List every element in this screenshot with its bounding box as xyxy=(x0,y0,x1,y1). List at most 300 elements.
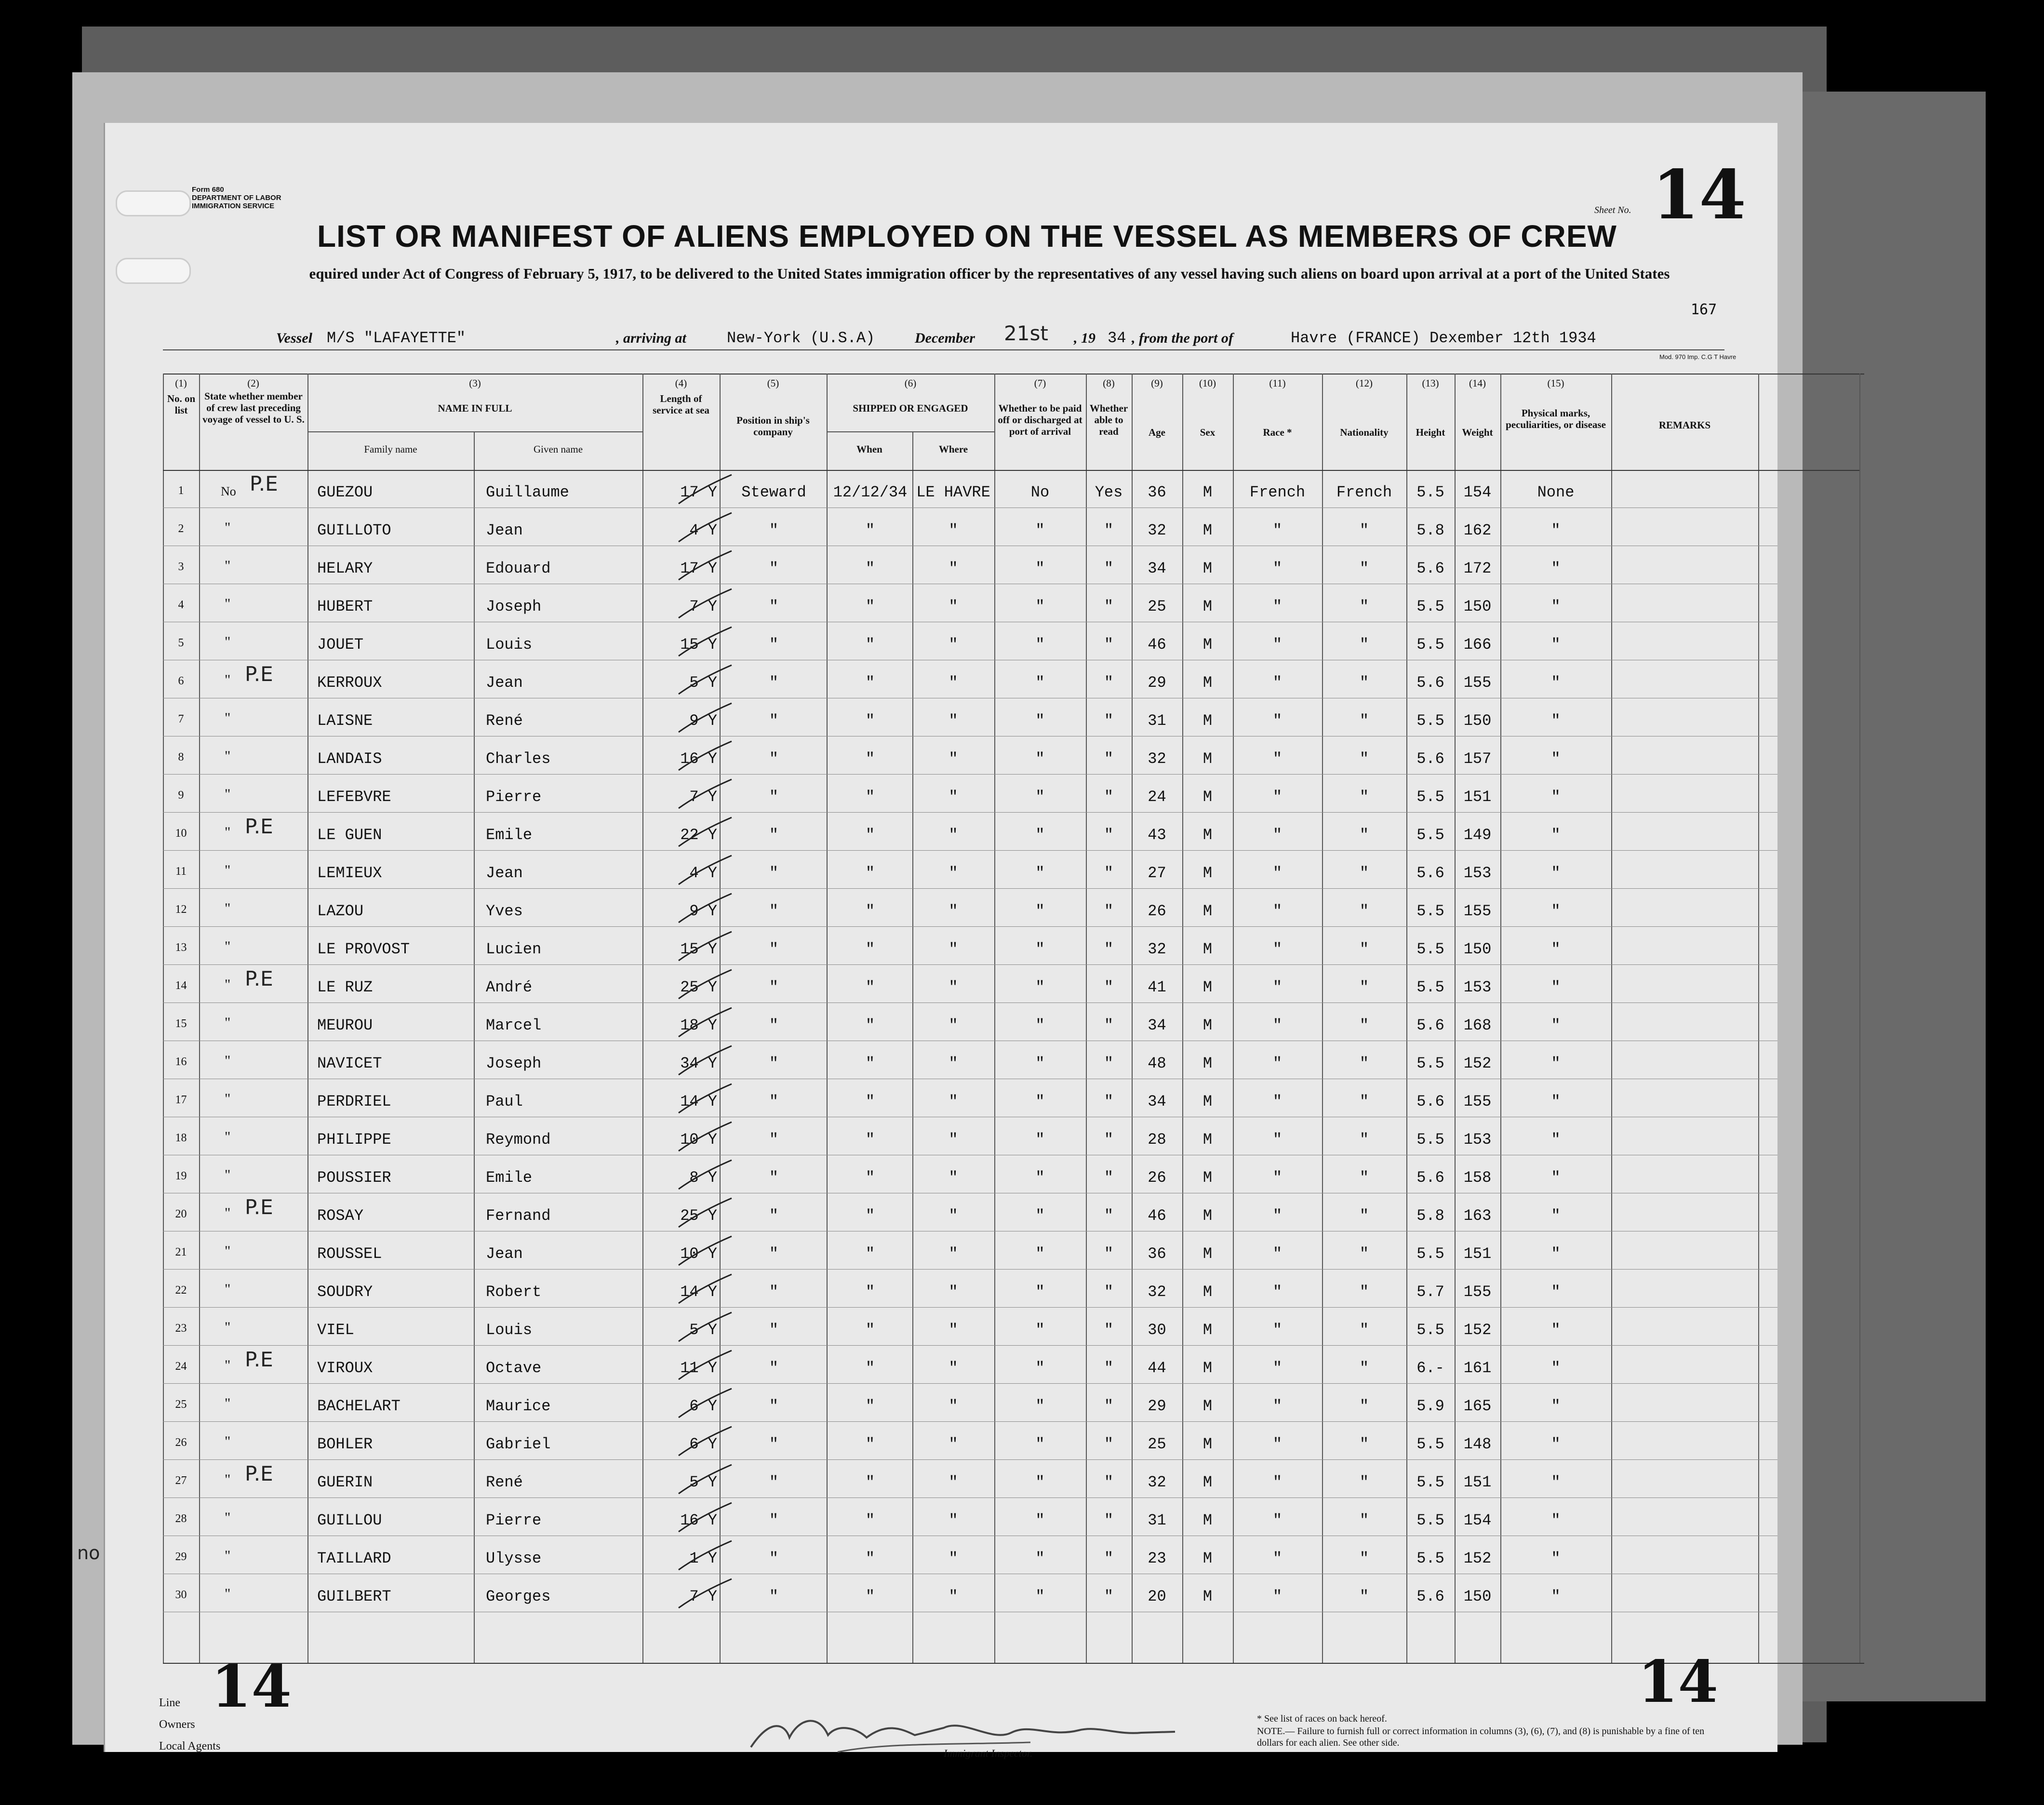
col-num: (12) xyxy=(1356,377,1373,389)
row-race-ditto: " xyxy=(1272,750,1283,768)
row-race: French xyxy=(1249,483,1306,501)
row-service-length: 6 Y xyxy=(689,1435,717,1453)
note-text: NOTE.— Failure to furnish full or correct information in columns (3), (6), (7), and (8) is punishable by a fine of ten dollars for each alien. See other side. xyxy=(1257,1726,1705,1748)
row-physical-ditto: " xyxy=(1551,598,1561,615)
row-where-ditto: " xyxy=(949,1588,958,1605)
row-sex: M xyxy=(1202,1321,1213,1339)
row-service-length: 22 Y xyxy=(680,826,717,844)
row-physical-ditto: " xyxy=(1551,560,1561,577)
agents-label: Local Agents xyxy=(159,1740,221,1752)
row-sex: M xyxy=(1202,560,1213,577)
row-state-ditto: " xyxy=(225,1281,231,1297)
row-nationality-ditto: " xyxy=(1359,1550,1369,1567)
row-age: 41 xyxy=(1148,978,1166,996)
row-where-ditto: " xyxy=(949,1473,958,1491)
row-when: 12/12/34 xyxy=(833,483,908,501)
row-service-length: 15 Y xyxy=(680,636,717,654)
row-height: 5.6 xyxy=(1416,864,1444,882)
row-sex: M xyxy=(1202,1016,1213,1034)
row-weight: 150 xyxy=(1463,940,1492,958)
row-given-name: Reymond xyxy=(486,1131,551,1149)
row-service-length: 9 Y xyxy=(689,712,717,730)
row-race-ditto: " xyxy=(1272,598,1283,615)
row-when-ditto: " xyxy=(865,1131,875,1149)
row-nationality-ditto: " xyxy=(1359,864,1369,882)
row-paid-ditto: " xyxy=(1035,521,1045,539)
row-family-name: POUSSIER xyxy=(317,1169,391,1187)
row-when-ditto: " xyxy=(865,1016,875,1034)
row-race-ditto: " xyxy=(1272,1435,1283,1453)
row-sex: M xyxy=(1202,1131,1213,1149)
row-age: 20 xyxy=(1148,1588,1166,1605)
row-service-length: 9 Y xyxy=(689,902,717,920)
row-sex: M xyxy=(1202,712,1213,730)
row-when-ditto: " xyxy=(865,1245,875,1263)
row-height: 6.- xyxy=(1416,1359,1444,1377)
row-physical-ditto: " xyxy=(1551,1435,1561,1453)
row-given-name: René xyxy=(486,1473,523,1491)
row-race-ditto: " xyxy=(1272,636,1283,654)
row-age: 34 xyxy=(1148,1093,1166,1110)
row-state-ditto: " xyxy=(225,520,231,535)
row-paid-ditto: " xyxy=(1035,1093,1045,1110)
row-race-ditto: " xyxy=(1272,1588,1283,1605)
row-number: 2 xyxy=(178,522,184,535)
row-when-ditto: " xyxy=(865,902,875,920)
row-height: 5.5 xyxy=(1416,1321,1444,1339)
row-race-ditto: " xyxy=(1272,826,1283,844)
header-paid-off: Whether to be paid off or discharged at port of arrival xyxy=(998,402,1082,437)
row-nationality-ditto: " xyxy=(1359,1473,1369,1491)
row-position-ditto: " xyxy=(769,1016,779,1034)
row-physical-ditto: " xyxy=(1551,1283,1561,1301)
col-num: (13) xyxy=(1422,377,1439,389)
printer-mark: Mod. 970 Imp. C.G T Havre xyxy=(1659,353,1737,361)
form-service: IMMIGRATION SERVICE xyxy=(192,202,275,210)
row-read-ditto: " xyxy=(1104,1435,1114,1453)
table-row xyxy=(105,660,1777,698)
row-state-ditto: " xyxy=(225,862,231,878)
row-position-ditto: " xyxy=(769,1359,779,1377)
row-when-ditto: " xyxy=(865,1435,875,1453)
row-race-ditto: " xyxy=(1272,674,1283,692)
row-when-ditto: " xyxy=(865,750,875,768)
table-row xyxy=(105,470,1777,508)
row-position-ditto: " xyxy=(769,788,779,806)
row-weight: 151 xyxy=(1463,788,1492,806)
row-family-name: JOUET xyxy=(317,636,364,654)
row-when-ditto: " xyxy=(865,1511,875,1529)
sheet-label: Sheet No. xyxy=(1594,205,1631,215)
table-row xyxy=(105,965,1777,1003)
table-row xyxy=(105,1003,1777,1041)
header-state-whether: State whether member of crew last preceding voyage of vessel to U. S. xyxy=(202,390,305,425)
row-family-name: NAVICET xyxy=(317,1055,382,1072)
row-weight: 168 xyxy=(1463,1016,1492,1034)
row-weight: 150 xyxy=(1463,1588,1492,1605)
row-physical-ditto: " xyxy=(1551,1131,1561,1149)
row-height: 5.5 xyxy=(1416,788,1444,806)
row-given-name: Paul xyxy=(486,1093,523,1110)
row-race-ditto: " xyxy=(1272,788,1283,806)
row-height: 5.6 xyxy=(1416,1169,1444,1187)
row-sex: M xyxy=(1202,1435,1213,1453)
row-family-name: GUILBERT xyxy=(317,1588,391,1605)
row-when-ditto: " xyxy=(865,560,875,577)
table-row xyxy=(105,1422,1777,1460)
row-number: 9 xyxy=(178,789,184,802)
row-where-ditto: " xyxy=(949,1397,958,1415)
row-age: 32 xyxy=(1148,750,1166,768)
row-family-name: LAISNE xyxy=(317,712,373,730)
row-number: 28 xyxy=(175,1512,187,1525)
row-when-ditto: " xyxy=(865,1207,875,1225)
col-rule xyxy=(1859,374,1860,1663)
row-race-ditto: " xyxy=(1272,712,1283,730)
row-weight: 152 xyxy=(1463,1550,1492,1567)
row-nationality-ditto: " xyxy=(1359,1359,1369,1377)
row-number: 21 xyxy=(175,1246,187,1258)
row-number: 6 xyxy=(178,675,184,687)
row-state-ditto: " xyxy=(225,1243,231,1259)
row-position-ditto: " xyxy=(769,826,779,844)
table-row xyxy=(105,851,1777,889)
header-sex: Sex xyxy=(1200,427,1216,438)
row-position-ditto: " xyxy=(769,1245,779,1263)
col-num: (2) xyxy=(247,377,259,389)
row-when-ditto: " xyxy=(865,521,875,539)
row-number: 20 xyxy=(175,1208,187,1220)
row-where-ditto: " xyxy=(949,826,958,844)
row-weight: 155 xyxy=(1463,1093,1492,1110)
row-race-ditto: " xyxy=(1272,864,1283,882)
row-where-ditto: " xyxy=(949,1245,958,1263)
row-number: 29 xyxy=(175,1551,187,1563)
row-physical: None xyxy=(1537,483,1575,501)
row-state-ditto: " xyxy=(225,1395,231,1411)
row-state-ditto: " xyxy=(225,824,231,840)
row-age: 44 xyxy=(1148,1359,1166,1377)
row-nationality-ditto: " xyxy=(1359,1016,1369,1034)
row-service-length: 14 Y xyxy=(680,1283,717,1301)
sheet-number: 14 xyxy=(1652,156,1746,235)
line-label: Line xyxy=(159,1697,180,1709)
row-where-ditto: " xyxy=(949,902,958,920)
row-family-name: VIROUX xyxy=(317,1359,373,1377)
row-height: 5.8 xyxy=(1416,521,1444,539)
row-number: 18 xyxy=(175,1132,187,1144)
row-nationality-ditto: " xyxy=(1359,788,1369,806)
row-given-name: Pierre xyxy=(486,788,542,806)
row-weight: 150 xyxy=(1463,598,1492,615)
row-state-ditto: " xyxy=(225,1471,231,1487)
row-paid-ditto: " xyxy=(1035,1435,1045,1453)
row-weight: 151 xyxy=(1463,1473,1492,1491)
row-where-ditto: " xyxy=(949,674,958,692)
stamp-left: 14 xyxy=(211,1653,292,1721)
row-number: 25 xyxy=(175,1398,187,1411)
row-read-ditto: " xyxy=(1104,940,1114,958)
row-state-ditto: " xyxy=(225,900,231,916)
row-service-length: 18 Y xyxy=(680,1016,717,1034)
row-family-name: ROSAY xyxy=(317,1207,364,1225)
row-age: 46 xyxy=(1148,1207,1166,1225)
row-where-ditto: " xyxy=(949,864,958,882)
row-number: 30 xyxy=(175,1589,187,1601)
row-read-ditto: " xyxy=(1104,1131,1114,1149)
row-family-name: LE PROVOST xyxy=(317,940,410,958)
row-when-ditto: " xyxy=(865,864,875,882)
row-paid-ditto: " xyxy=(1035,1016,1045,1034)
row-height: 5.5 xyxy=(1416,1435,1444,1453)
row-family-name: GUERIN xyxy=(317,1473,373,1491)
row-state-ditto: " xyxy=(225,1357,231,1373)
row-position-ditto: " xyxy=(769,1055,779,1072)
header-weight: Weight xyxy=(1462,427,1493,438)
row-nationality-ditto: " xyxy=(1359,1245,1369,1263)
row-age: 29 xyxy=(1148,674,1166,692)
row-state-ditto: " xyxy=(225,748,231,764)
row-height: 5.5 xyxy=(1416,1245,1444,1263)
row-state-ditto: " xyxy=(225,596,231,612)
row-number: 11 xyxy=(175,865,187,878)
row-age: 24 xyxy=(1148,788,1166,806)
header-able-read: Whether able to read xyxy=(1089,402,1128,437)
row-family-name: LE RUZ xyxy=(317,978,373,996)
row-number: 15 xyxy=(175,1017,187,1030)
row-given-name: René xyxy=(486,712,523,730)
col-num: (6) xyxy=(904,377,917,389)
row-sex: M xyxy=(1202,598,1213,615)
row-age: 31 xyxy=(1148,1511,1166,1529)
header-shipped: SHIPPED OR ENGAGED xyxy=(853,402,968,414)
table-row xyxy=(105,736,1777,775)
row-family-name: LAZOU xyxy=(317,902,364,920)
row-where-ditto: " xyxy=(949,521,958,539)
row-weight: 172 xyxy=(1463,560,1492,577)
row-state-ditto: " xyxy=(225,1586,231,1602)
row-physical-ditto: " xyxy=(1551,1550,1561,1567)
row-age: 34 xyxy=(1148,1016,1166,1034)
row-read-ditto: " xyxy=(1104,1169,1114,1187)
row-physical-ditto: " xyxy=(1551,1397,1561,1415)
row-age: 46 xyxy=(1148,636,1166,654)
row-given-name: Edouard xyxy=(486,560,551,577)
row-nationality-ditto: " xyxy=(1359,560,1369,577)
row-pe-mark: P.E xyxy=(245,1462,273,1485)
row-age: 25 xyxy=(1148,598,1166,615)
row-given-name: Jean xyxy=(486,864,523,882)
row-family-name: MEUROU xyxy=(317,1016,373,1034)
row-sex: M xyxy=(1202,1207,1213,1225)
row-weight: 165 xyxy=(1463,1397,1492,1415)
from-port: Havre (FRANCE) Dexember 12th 1934 xyxy=(1291,329,1596,347)
row-number: 7 xyxy=(178,713,184,725)
margin-note: no xyxy=(77,1542,100,1564)
row-number: 27 xyxy=(175,1474,187,1487)
row-paid-ditto: " xyxy=(1035,598,1045,615)
row-read-ditto: " xyxy=(1104,1283,1114,1301)
row-physical-ditto: " xyxy=(1551,1321,1561,1339)
row-height: 5.5 xyxy=(1416,1511,1444,1529)
row-state-ditto: " xyxy=(225,1510,231,1525)
row-state-ditto: " xyxy=(225,634,231,650)
row-service-length: 25 Y xyxy=(680,1207,717,1225)
row-service-length: 5 Y xyxy=(689,674,717,692)
row-weight: 157 xyxy=(1463,750,1492,768)
row-family-name: KERROUX xyxy=(317,674,382,692)
row-sex: M xyxy=(1202,1511,1213,1529)
row-when-ditto: " xyxy=(865,712,875,730)
row-number: 8 xyxy=(178,751,184,763)
row-physical-ditto: " xyxy=(1551,826,1561,844)
row-age: 27 xyxy=(1148,864,1166,882)
row-physical-ditto: " xyxy=(1551,521,1561,539)
row-state-ditto: " xyxy=(225,1167,231,1183)
shipped-subrule xyxy=(827,431,994,432)
row-read-ditto: " xyxy=(1104,1359,1114,1377)
row-position-ditto: " xyxy=(769,978,779,996)
row-where-ditto: " xyxy=(949,1207,958,1225)
row-sex: M xyxy=(1202,1397,1213,1415)
row-height: 5.5 xyxy=(1416,598,1444,615)
row-position-ditto: " xyxy=(769,521,779,539)
row-service-length: 17 Y xyxy=(680,483,717,501)
row-nationality-ditto: " xyxy=(1359,826,1369,844)
row-given-name: Gabriel xyxy=(486,1435,551,1453)
row-position-ditto: " xyxy=(769,1588,779,1605)
row-service-length: 16 Y xyxy=(680,750,717,768)
row-paid-ditto: " xyxy=(1035,1245,1045,1263)
row-height: 5.5 xyxy=(1416,1055,1444,1072)
row-nationality-ditto: " xyxy=(1359,1169,1369,1187)
row-paid-ditto: " xyxy=(1035,940,1045,958)
header-height: Height xyxy=(1416,427,1445,438)
row-family-name: VIEL xyxy=(317,1321,354,1339)
row-where-ditto: " xyxy=(949,1321,958,1339)
row-nationality-ditto: " xyxy=(1359,1511,1369,1529)
row-nationality-ditto: " xyxy=(1359,1055,1369,1072)
row-height: 5.7 xyxy=(1416,1283,1444,1301)
row-physical-ditto: " xyxy=(1551,1055,1561,1072)
page-subtitle: equired under Act of Congress of February 5, 1917, to be delivered to the United States immigration officer by the representatives of any vessel having such aliens on board upon arrival at a port of the United States xyxy=(309,265,1670,282)
row-given-name: Emile xyxy=(486,1169,533,1187)
row-nationality-ditto: " xyxy=(1359,1321,1369,1339)
row-nationality-ditto: " xyxy=(1359,1093,1369,1110)
row-family-name: SOUDRY xyxy=(317,1283,373,1301)
table-row xyxy=(105,1270,1777,1308)
row-where-ditto: " xyxy=(949,1016,958,1034)
row-service-length: 5 Y xyxy=(689,1321,717,1339)
row-physical-ditto: " xyxy=(1551,1245,1561,1263)
row-read-ditto: " xyxy=(1104,712,1114,730)
row-physical-ditto: " xyxy=(1551,864,1561,882)
row-when-ditto: " xyxy=(865,978,875,996)
row-read-ditto: " xyxy=(1104,636,1114,654)
row-given-name: Georges xyxy=(486,1588,551,1605)
row-family-name: LEMIEUX xyxy=(317,864,382,882)
row-physical-ditto: " xyxy=(1551,940,1561,958)
row-position-ditto: " xyxy=(769,1093,779,1110)
row-family-name: GUILLOU xyxy=(317,1511,382,1529)
row-state-ditto: " xyxy=(225,1205,231,1221)
inspector-label: Immigrant Inspector. xyxy=(944,1747,1033,1759)
row-paid-ditto: " xyxy=(1035,1359,1045,1377)
row-height: 5.6 xyxy=(1416,1016,1444,1034)
row-nationality-ditto: " xyxy=(1359,1131,1369,1149)
row-state-ditto: " xyxy=(225,1129,231,1145)
row-family-name: BACHELART xyxy=(317,1397,401,1415)
row-read-ditto: " xyxy=(1104,1511,1114,1529)
table-row xyxy=(105,1574,1777,1612)
owners-label: Owners xyxy=(159,1718,195,1731)
row-age: 26 xyxy=(1148,1169,1166,1187)
row-read-ditto: " xyxy=(1104,521,1114,539)
row-age: 32 xyxy=(1148,1473,1166,1491)
row-state-ditto: " xyxy=(225,1015,231,1030)
row-age: 48 xyxy=(1148,1055,1166,1072)
row-service-length: 17 Y xyxy=(680,560,717,577)
row-state-ditto: " xyxy=(225,672,231,688)
row-race-ditto: " xyxy=(1272,560,1283,577)
row-race-ditto: " xyxy=(1272,1093,1283,1110)
row-height: 5.5 xyxy=(1416,826,1444,844)
row-when-ditto: " xyxy=(865,674,875,692)
col-num: (15) xyxy=(1547,377,1564,389)
row-given-name: Jean xyxy=(486,1245,523,1263)
row-service-length: 34 Y xyxy=(680,1055,717,1072)
row-position-ditto: " xyxy=(769,1169,779,1187)
row-where-ditto: " xyxy=(949,750,958,768)
col-num: (11) xyxy=(1269,377,1286,389)
row-given-name: Ulysse xyxy=(486,1550,542,1567)
col-num: (10) xyxy=(1199,377,1216,389)
row-where-ditto: " xyxy=(949,712,958,730)
row-number: 14 xyxy=(175,979,187,992)
row-position-ditto: " xyxy=(769,902,779,920)
row-nationality-ditto: " xyxy=(1359,1283,1369,1301)
row-weight: 155 xyxy=(1463,674,1492,692)
year-label: , 19 xyxy=(1074,330,1095,346)
row-race-ditto: " xyxy=(1272,902,1283,920)
row-paid-ditto: " xyxy=(1035,1588,1045,1605)
row-family-name: LE GUEN xyxy=(317,826,382,844)
row-race-ditto: " xyxy=(1272,1016,1283,1034)
row-age: 30 xyxy=(1148,1321,1166,1339)
table-row xyxy=(105,622,1777,660)
row-where-ditto: " xyxy=(949,978,958,996)
row-read-ditto: " xyxy=(1104,864,1114,882)
row-number: 16 xyxy=(175,1056,187,1068)
row-where-ditto: " xyxy=(949,1435,958,1453)
table-row xyxy=(105,546,1777,584)
row-sex: M xyxy=(1202,1093,1213,1110)
row-physical-ditto: " xyxy=(1551,902,1561,920)
row-height: 5.6 xyxy=(1416,674,1444,692)
row-number: 12 xyxy=(175,903,187,916)
row-service-length: 1 Y xyxy=(689,1550,717,1567)
row-given-name: Marcel xyxy=(486,1016,542,1034)
row-position-ditto: " xyxy=(769,1321,779,1339)
row-given-name: Louis xyxy=(486,636,533,654)
row-paid-ditto: " xyxy=(1035,674,1045,692)
row-read-ditto: " xyxy=(1104,674,1114,692)
row-where-ditto: " xyxy=(949,1359,958,1377)
row-when-ditto: " xyxy=(865,1321,875,1339)
table-row xyxy=(105,1346,1777,1384)
row-race-ditto: " xyxy=(1272,978,1283,996)
manifest-sheet xyxy=(104,123,1777,1759)
